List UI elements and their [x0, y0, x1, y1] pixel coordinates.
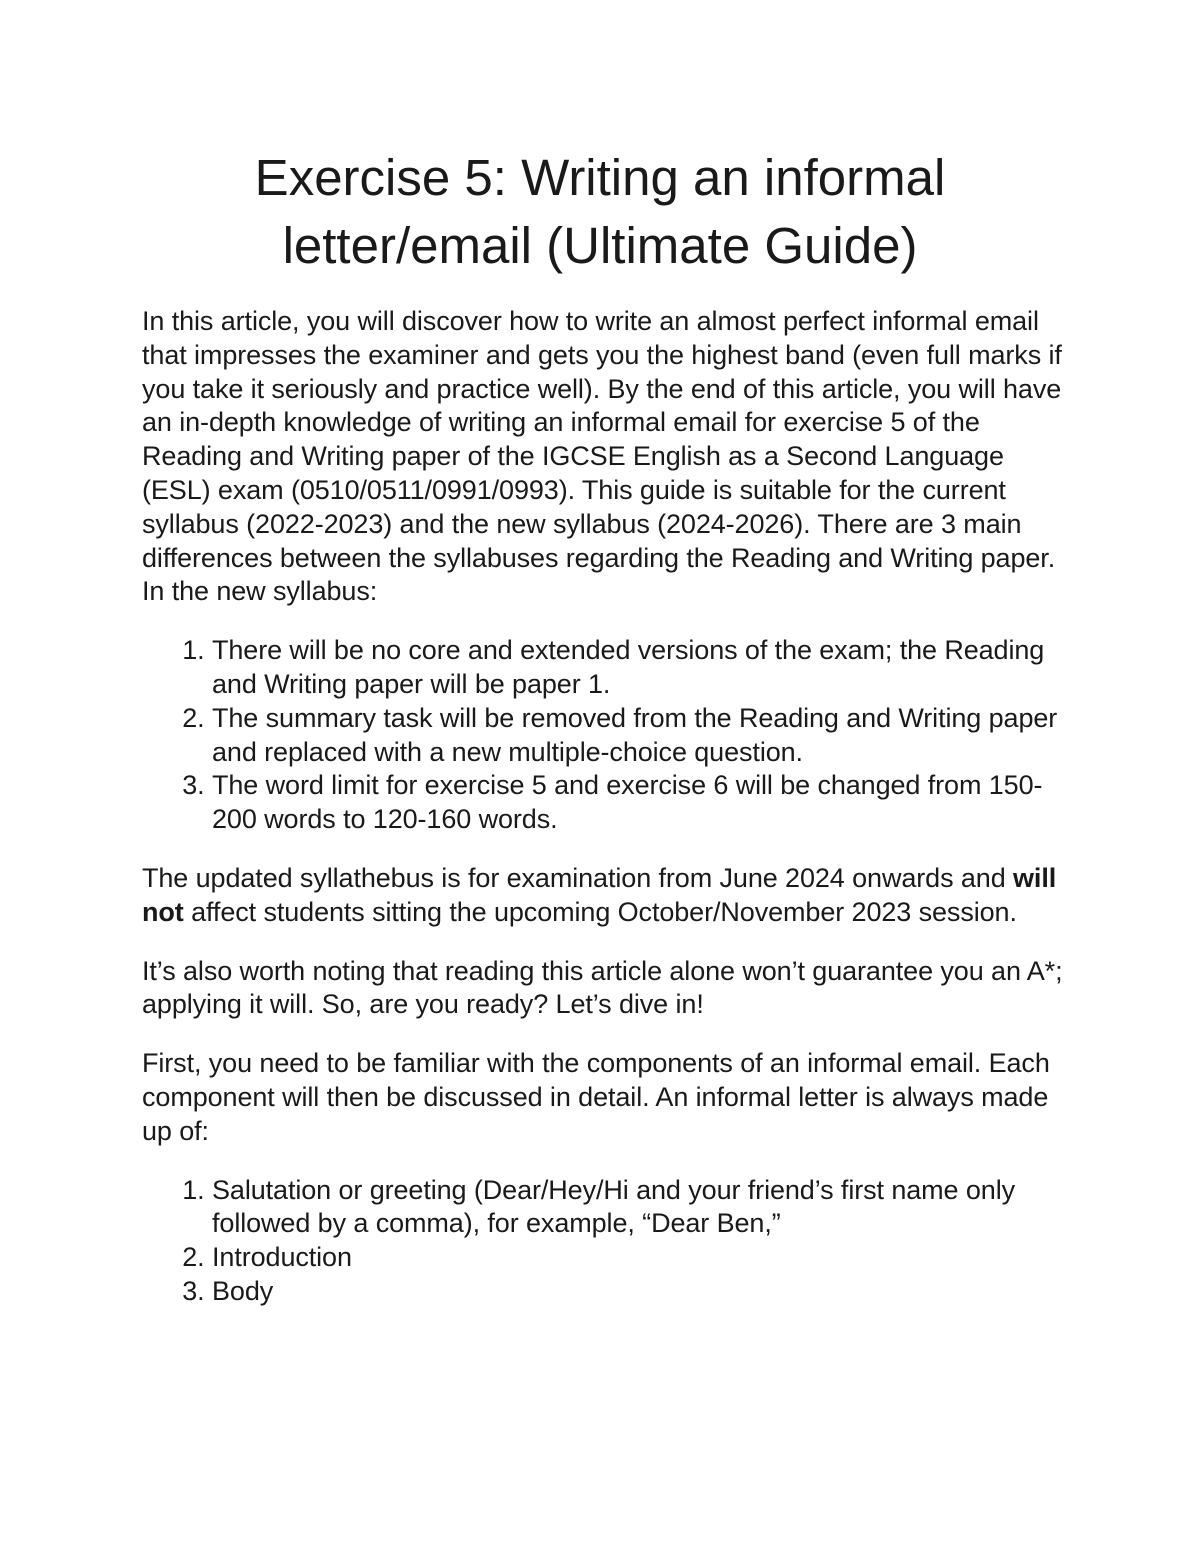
updated-text-before: The updated syllathebus is for examination from June 2024 onwards and	[142, 862, 1014, 893]
list-item: 1. There will be no core and extended versions of the exam; the Reading and Writing paper will be paper 1.	[212, 634, 1072, 702]
will-not-emphasis: will not	[142, 862, 1057, 927]
page-title	[100, 144, 1100, 280]
updated-syllabus-paragraph	[142, 862, 1072, 930]
list-item: 3. Body	[212, 1275, 1072, 1309]
components-intro-paragraph: First, you need to be familiar with the components of an informal email. Each component will then be discussed in detail. An informal letter is always made up of:	[142, 1048, 1050, 1146]
note-paragraph: It’s also worth noting that reading this article alone won’t guarantee you an A*; applying it will. So, are you ready? Let’s dive in!	[142, 955, 1063, 1020]
page-title-line-2: letter/email (Ultimate Guide)	[282, 217, 918, 274]
components-list	[142, 1174, 1072, 1309]
updated-text-after: affect students sitting the upcoming October/November 2023 session.	[183, 896, 1017, 927]
intro-paragraph: In this article, you will discover how to write an almost perfect informal email that impresses the examiner and gets you the highest band (even full marks if you take it seriously and practice well). By the end of this article, you will have an in-depth knowledge of writing an informal email for exercise 5 of the Reading and Writing paper of the IGCSE English as a Second Language (ESL) exam (0510/0511/0991/0993). This guide is suitable for the current syllabus (2022-2023) and the new syllabus (2024-2026). There are 3 main differences between the syllabuses regarding the Reading and Writing paper. In the new syllabus:	[142, 306, 1062, 607]
syllabus-differences-list	[142, 634, 1072, 837]
list-item: 2. The summary task will be removed from the Reading and Writing paper and replaced with a new multiple-choice question.	[212, 702, 1072, 770]
page-title-line-1: Exercise 5: Writing an informal	[254, 149, 946, 206]
list-item: 1. Salutation or greeting (Dear/Hey/Hi and your friend’s first name only followed by a comma), for example, “Dear Ben,”	[212, 1174, 1072, 1242]
list-item: 3. The word limit for exercise 5 and exercise 6 will be changed from 150-200 words to 120-160 words.	[212, 769, 1072, 837]
article-body	[142, 305, 1072, 1334]
list-item: 2. Introduction	[212, 1241, 1072, 1275]
